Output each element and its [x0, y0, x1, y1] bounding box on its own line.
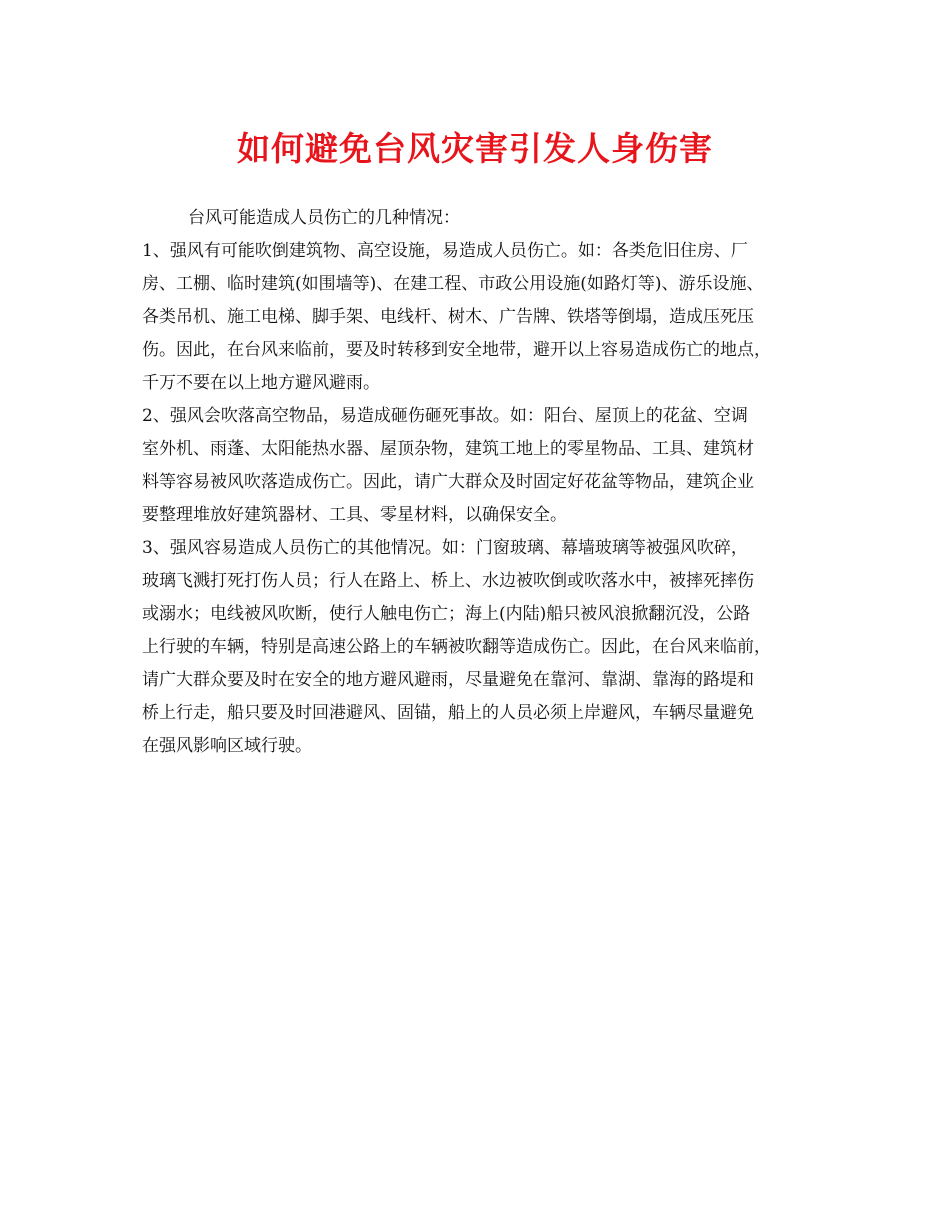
paragraph-line: 上行驶的车辆，特别是高速公路上的车辆被吹翻等造成伤亡。因此，在台风来临前， — [142, 637, 771, 657]
paragraph-3 — [142, 532, 830, 763]
document-body — [142, 202, 830, 763]
paragraph-line: 在强风影响区域行驶。 — [142, 736, 312, 756]
paragraph-line: 请广大群众要及时在安全的地方避风避雨，尽量避免在靠河、靠湖、靠海的路堤和 — [142, 670, 754, 690]
paragraph-line: 伤。因此，在台风来临前，要及时转移到安全地带，避开以上容易造成伤亡的地点， — [142, 340, 771, 360]
document-title: 如何避免台风灾害引发人身伤害 — [237, 129, 713, 168]
paragraph-2 — [142, 400, 830, 532]
paragraph-line: 千万不要在以上地方避风避雨。 — [142, 373, 380, 393]
paragraph-line: 2、强风会吹落高空物品，易造成砸伤砸死事故。如：阳台、屋顶上的花盆、空调 — [142, 406, 748, 426]
paragraph-line: 各类吊机、施工电梯、脚手架、电线杆、树木、广告牌、铁塔等倒塌，造成压死压 — [142, 307, 754, 327]
paragraph-line: 料等容易被风吹落造成伤亡。因此，请广大群众及时固定好花盆等物品，建筑企业 — [142, 472, 754, 492]
paragraph-line: 桥上行走，船只要及时回港避风、固锚，船上的人员必须上岸避风，车辆尽量避免 — [142, 703, 754, 723]
paragraph-1 — [142, 235, 830, 400]
paragraph-line: 1、强风有可能吹倒建筑物、高空设施，易造成人员伤亡。如：各类危旧住房、厂 — [142, 241, 748, 261]
paragraph-line: 或溺水；电线被风吹断，使行人触电伤亡；海上(内陆)船只被风浪掀翻沉没，公路 — [142, 604, 751, 624]
paragraph-line: 室外机、雨蓬、太阳能热水器、屋顶杂物，建筑工地上的零星物品、工具、建筑材 — [142, 439, 754, 459]
paragraph-line: 玻璃飞溅打死打伤人员；行人在路上、桥上、水边被吹倒或吹落水中，被摔死摔伤 — [142, 571, 754, 591]
paragraph-line: 要整理堆放好建筑器材、工具、零星材料，以确保安全。 — [142, 505, 567, 525]
intro-line: 台风可能造成人员伤亡的几种情况： — [188, 208, 460, 228]
paragraph-line: 房、工棚、临时建筑(如围墙等)、在建工程、市政公用设施(如路灯等)、游乐设施、 — [142, 274, 764, 294]
paragraph-line: 3、强风容易造成人员伤亡的其他情况。如：门窗玻璃、幕墙玻璃等被强风吹碎， — [142, 538, 748, 558]
